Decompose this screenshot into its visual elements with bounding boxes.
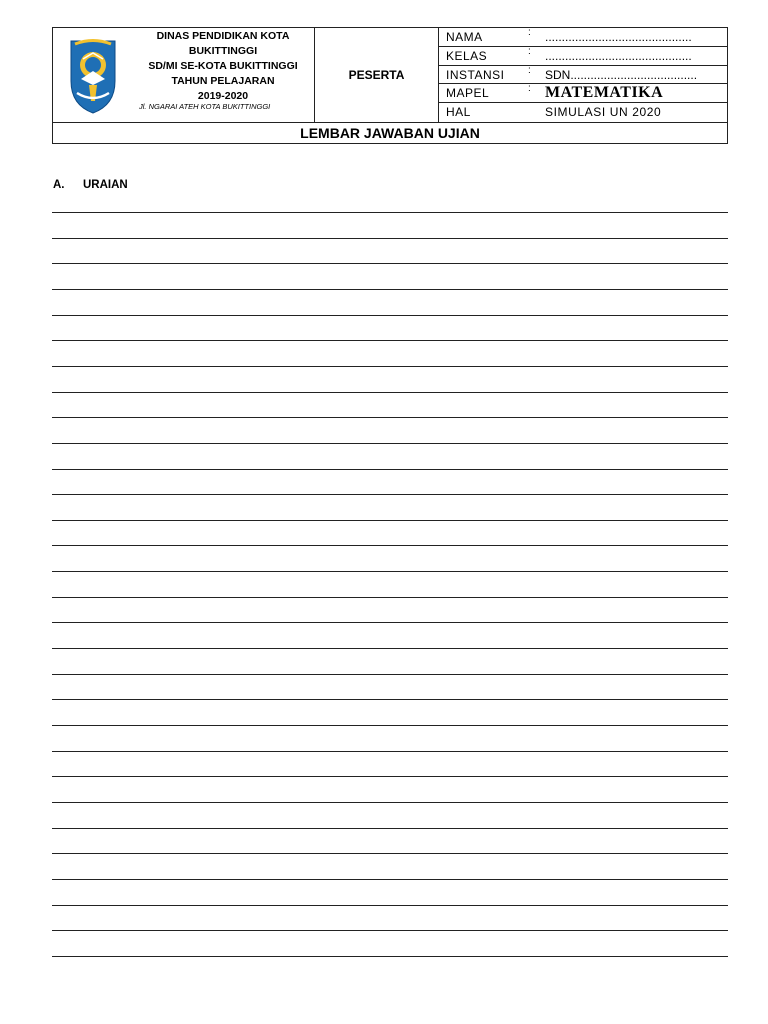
institution-line: BUKITTINGGI [188, 45, 258, 57]
institution-line: TAHUN PELAJARAN [171, 75, 275, 87]
answer-line [52, 930, 728, 931]
answer-line [52, 443, 728, 444]
peserta-label: PESERTA [348, 68, 405, 82]
answer-line [52, 776, 728, 777]
answer-line [52, 212, 728, 213]
info-row-kelas [439, 47, 727, 66]
info-colon: : [528, 64, 531, 76]
info-colon: : [528, 45, 531, 57]
section-number: A. [53, 179, 65, 191]
answer-line [52, 853, 728, 854]
institution-name [137, 29, 309, 104]
participant-info [439, 28, 727, 122]
answer-line [52, 366, 728, 367]
info-colon: : [528, 83, 531, 95]
answer-line [52, 622, 728, 623]
answer-line [52, 289, 728, 290]
exam-header [52, 27, 728, 144]
answer-line [52, 392, 728, 393]
info-value-nama[interactable]: ............................................ [545, 30, 692, 44]
institution-address: Jl. NGARAI ATEH KOTA BUKITTINGGI [139, 102, 271, 111]
answer-line [52, 469, 728, 470]
answer-line [52, 699, 728, 700]
info-label: KELAS [446, 48, 488, 63]
answer-line [52, 879, 728, 880]
info-label: HAL [446, 105, 471, 120]
section-title: URAIAN [83, 179, 128, 191]
info-row-mapel [439, 84, 727, 103]
info-value-kelas[interactable]: ............................................ [545, 48, 692, 63]
answer-line [52, 956, 728, 957]
answer-line [52, 674, 728, 675]
answer-line [52, 315, 728, 316]
answer-line [52, 597, 728, 598]
institution-line: 2019-2020 [197, 90, 249, 102]
answer-line [52, 238, 728, 239]
info-value-instansi[interactable]: SDN...................................... [545, 67, 698, 82]
info-row-instansi [439, 66, 727, 85]
info-label: INSTANSI [446, 67, 505, 82]
tut-wuri-handayani-logo-icon [67, 35, 119, 115]
peserta-cell [315, 28, 439, 122]
info-label: NAMA [446, 30, 483, 44]
answer-line [52, 520, 728, 521]
info-label: MAPEL [446, 86, 490, 101]
section-heading [53, 179, 128, 191]
answer-line [52, 648, 728, 649]
answer-line [52, 725, 728, 726]
answer-line [52, 263, 728, 264]
answer-area[interactable] [52, 212, 728, 972]
answer-line [52, 494, 728, 495]
answer-line [52, 340, 728, 341]
answer-line [52, 571, 728, 572]
sheet-title: LEMBAR JAWABAN UJIAN [53, 122, 727, 143]
info-colon: : [528, 27, 531, 38]
answer-line [52, 417, 728, 418]
institution-line: DINAS PENDIDIKAN KOTA [156, 30, 290, 42]
answer-line [52, 828, 728, 829]
answer-line [52, 751, 728, 752]
info-row-hal [439, 103, 727, 122]
info-value-hal: SIMULASI UN 2020 [545, 105, 662, 120]
answer-line [52, 802, 728, 803]
answer-line [52, 905, 728, 906]
info-value-mapel: MATEMATIKA [545, 84, 664, 102]
info-row-nama [439, 28, 727, 47]
institution-line: SD/MI SE-KOTA BUKITTINGGI [148, 60, 298, 72]
institution-cell [53, 28, 315, 122]
answer-line [52, 545, 728, 546]
